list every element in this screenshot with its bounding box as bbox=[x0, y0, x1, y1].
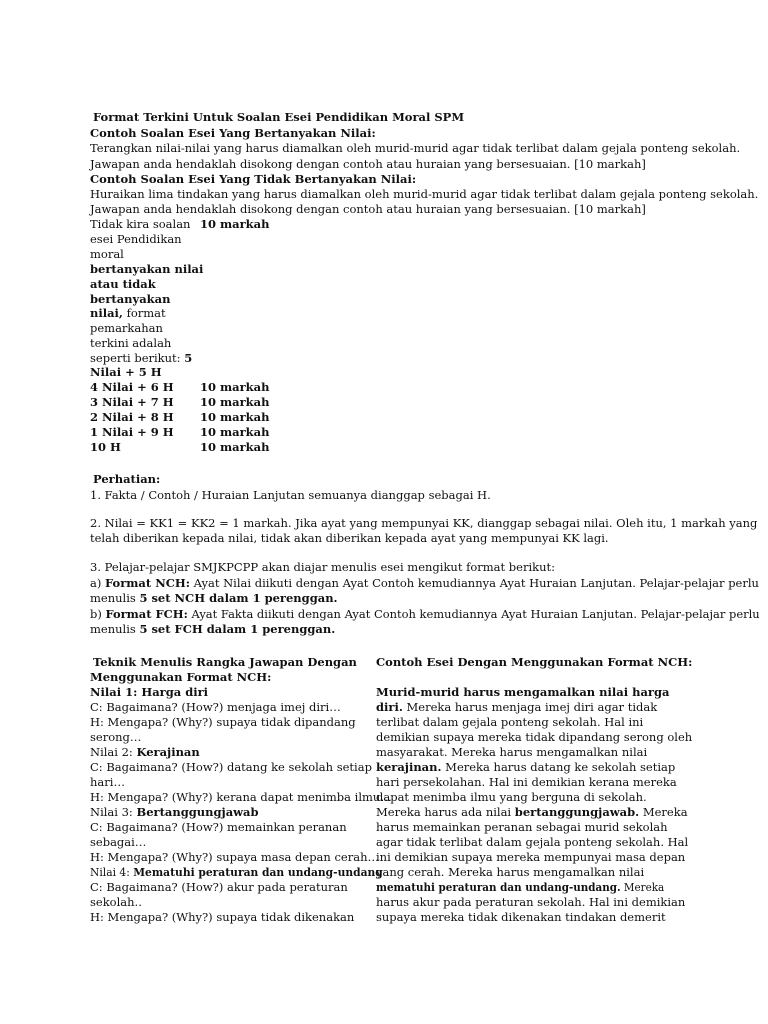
table-row-label: 1 Nilai + 9 H bbox=[90, 425, 174, 439]
table-row-label: 2 Nilai + 8 H bbox=[90, 410, 174, 424]
b2-prefix: menulis bbox=[90, 622, 140, 636]
nilai-3-huraian: H: Mengapa? (Why?) supaya masa depan cerah… bbox=[90, 850, 379, 864]
essay-text: Mereka bbox=[620, 880, 665, 894]
nilai-4-contoh-cont: sekolah.. bbox=[90, 895, 142, 909]
nilai-2-heading bbox=[90, 745, 200, 760]
essay-line bbox=[376, 700, 657, 715]
nilai-3-contoh-cont: sebagai… bbox=[90, 835, 147, 849]
table-first-mark: 10 markah bbox=[200, 217, 270, 231]
essay-line: yang cerah. Mereka harus mengamalkan nilai bbox=[376, 865, 645, 879]
nilai-4-value: Mematuhi peraturan dan undang-undang bbox=[133, 865, 383, 879]
left-col-title2: Menggunakan Format NCH: bbox=[90, 670, 272, 684]
table-row-mark: 10 markah bbox=[200, 440, 270, 454]
nilai-2-value: Kerajinan bbox=[136, 745, 200, 759]
format-fch-line bbox=[90, 607, 760, 622]
nilai-4-wrap bbox=[90, 865, 383, 880]
perhatian-point-1: 1. Fakta / Contoh / Huraian Lanjutan semuanya dianggap sebagai H. bbox=[90, 488, 491, 502]
table-left-line: moral bbox=[90, 247, 124, 261]
essay-text: Mereka harus datang ke sekolah setiap bbox=[441, 760, 676, 774]
example2-line2: Jawapan anda hendaklah disokong dengan contoh atau huraian yang bersesuaian. [10 markah] bbox=[90, 202, 646, 216]
example2-line1: Huraikan lima tindakan yang harus diamalkan oleh murid-murid agar tidak terlibat dalam gejala ponteng sekolah. bbox=[90, 187, 759, 201]
perhatian-point-2-line2: telah diberikan kepada nilai, tidak akan diberikan kepada ayat yang mempunyai KK lagi. bbox=[90, 531, 609, 545]
left-col-title: Teknik Menulis Rangka Jawapan Dengan bbox=[93, 655, 357, 669]
essay-bold: diri. bbox=[376, 700, 403, 714]
nilai-2-contoh: C: Bagaimana? (How?) datang ke sekolah setiap bbox=[90, 760, 372, 774]
table-rest-line: terkini adalah bbox=[90, 336, 172, 350]
essay-bold: bertanggungjawab. bbox=[514, 805, 640, 819]
essay-line: harus akur pada peraturan sekolah. Hal ini demikian bbox=[376, 895, 686, 909]
perhatian-point-2-line1: 2. Nilai = KK1 = KK2 = 1 markah. Jika ayat yang mempunyai KK, dianggap sebagai nilai. Oleh itu, 1 markah yang bbox=[90, 516, 758, 530]
five-value: 5 bbox=[184, 351, 193, 365]
nilai-2-huraian: H: Mengapa? (Why?) kerana dapat menimba ilmu… bbox=[90, 790, 392, 804]
nilai-1-contoh: C: Bagaimana? (How?) menjaga imej diri… bbox=[90, 700, 341, 714]
essay-text: Mereka harus menjaga imej diri agar tidak bbox=[402, 700, 658, 714]
essay-bold: mematuhi peraturan dan undang-undang. bbox=[376, 880, 621, 894]
table-row-label: 10 H bbox=[90, 440, 121, 454]
essay-line bbox=[376, 805, 688, 820]
table-row-mark: 10 markah bbox=[200, 425, 270, 439]
essay-line: Murid-murid harus mengamalkan nilai harga bbox=[376, 685, 670, 699]
example1-line2: Jawapan anda hendaklah disokong dengan contoh atau huraian yang bersesuaian. [10 markah] bbox=[90, 157, 646, 171]
table-bold-line: atau tidak bbox=[90, 277, 156, 291]
nilai-1-huraian: H: Mengapa? (Why?) supaya tidak dipandang bbox=[90, 715, 356, 729]
fch-set-rule: 5 set FCH dalam 1 perenggan. bbox=[139, 622, 336, 636]
essay-line: demikian supaya mereka tidak dipandang serong oleh bbox=[376, 730, 693, 744]
essay-text: Mereka harus ada nilai bbox=[376, 805, 515, 819]
format-fch-label: Format FCH: bbox=[105, 607, 188, 621]
document-title: Format Terkini Untuk Soalan Esei Pendidikan Moral SPM bbox=[93, 110, 465, 124]
nilai-4-contoh: C: Bagaimana? (How?) akur pada peraturan bbox=[90, 880, 348, 894]
format-fch-text: Ayat Fakta diikuti dengan Ayat Contoh kemudiannya Ayat Huraian Lanjutan. Pelajar-pelajar perlu bbox=[187, 607, 760, 621]
a-prefix: a) bbox=[90, 576, 105, 590]
table-row-mark: 10 markah bbox=[200, 380, 270, 394]
table-bold-line: bertanyakan bbox=[90, 292, 171, 306]
nilai-3-prefix: Nilai 3: bbox=[90, 805, 137, 819]
essay-line: ini demikian supaya mereka mempunyai masa depan bbox=[376, 850, 686, 864]
format-nch-label: Format NCH: bbox=[105, 576, 190, 590]
essay-line: dapat menimba ilmu yang berguna di sekolah. bbox=[376, 790, 647, 804]
format-nch-line2 bbox=[90, 591, 338, 606]
nilai-3-contoh: C: Bagaimana? (How?) memainkan peranan bbox=[90, 820, 347, 834]
example1-title: Contoh Soalan Esei Yang Bertanyakan Nilai: bbox=[90, 126, 376, 140]
table-rest-line: pemarkahan bbox=[90, 321, 163, 335]
essay-line-wrap bbox=[376, 880, 664, 895]
right-col-title: Contoh Esei Dengan Menggunakan Format NCH: bbox=[376, 655, 693, 669]
table-left-line: esei Pendidikan bbox=[90, 232, 182, 246]
example1-line1: Terangkan nilai-nilai yang harus diamalkan oleh murid-murid agar tidak terlibat dalam gejala ponteng sekolah. bbox=[90, 141, 741, 155]
essay-bold: kerajinan. bbox=[376, 760, 442, 774]
nilai-3-value: Bertanggungjawab bbox=[136, 805, 259, 819]
table-row-mark: 10 markah bbox=[200, 410, 270, 424]
table-row-label: 4 Nilai + 6 H bbox=[90, 380, 174, 394]
nch-set-rule: 5 set NCH dalam 1 perenggan. bbox=[139, 591, 338, 605]
essay-line: supaya mereka tidak dikenakan tindakan demerit bbox=[376, 910, 666, 924]
nilai-1-heading: Nilai 1: Harga diri bbox=[90, 685, 209, 699]
table-row-label: 3 Nilai + 7 H bbox=[90, 395, 174, 409]
table-nilai-format-line bbox=[90, 306, 166, 321]
essay-line: masyarakat. Mereka harus mengamalkan nilai bbox=[376, 745, 648, 759]
nilai-2-contoh-cont: hari… bbox=[90, 775, 125, 789]
table-row-label: Nilai + 5 H bbox=[90, 365, 162, 379]
perhatian-title: Perhatian: bbox=[93, 472, 161, 486]
nilai-4-huraian: H: Mengapa? (Why?) supaya tidak dikenakan bbox=[90, 910, 355, 924]
nilai-1-huraian-cont: serong… bbox=[90, 730, 142, 744]
format-fch-line2 bbox=[90, 622, 335, 637]
table-row-mark: 10 markah bbox=[200, 395, 270, 409]
example2-title: Contoh Soalan Esei Yang Tidak Bertanyakan Nilai: bbox=[90, 172, 417, 186]
nilai-3-heading bbox=[90, 805, 259, 820]
essay-text: Mereka bbox=[639, 805, 688, 819]
seperti-text: seperti berikut: bbox=[90, 351, 185, 365]
nilai-2-prefix: Nilai 2: bbox=[90, 745, 137, 759]
nilai-4-heading bbox=[90, 865, 405, 880]
nilai-bold: nilai, bbox=[90, 306, 123, 320]
format-nch-line bbox=[90, 576, 759, 591]
perhatian-point-3-line1: 3. Pelajar-pelajar SMJKPCPP akan diajar menulis esei mengikut format berikut: bbox=[90, 560, 556, 574]
table-bold-line: bertanyakan nilai bbox=[90, 262, 204, 276]
essay-line: agar tidak terlibat dalam gejala ponteng sekolah. Hal bbox=[376, 835, 689, 849]
essay-line: harus memainkan peranan sebagai murid sekolah bbox=[376, 820, 668, 834]
nilai-4-prefix: Nilai 4: bbox=[90, 865, 134, 879]
table-seperti-line bbox=[90, 351, 192, 366]
format-nch-text: Ayat Nilai diikuti dengan Ayat Contoh kemudiannya Ayat Huraian Lanjutan. Pelajar-pelajar perlu bbox=[189, 576, 759, 590]
essay-line bbox=[376, 760, 675, 775]
essay-line: terlibat dalam gejala ponteng sekolah. Hal ini bbox=[376, 715, 644, 729]
essay-line bbox=[376, 880, 696, 895]
b-prefix: b) bbox=[90, 607, 106, 621]
a2-prefix: menulis bbox=[90, 591, 140, 605]
table-left-line: Tidak kira soalan bbox=[90, 217, 191, 231]
essay-line: hari persekolahan. Hal ini demikian kerana mereka bbox=[376, 775, 677, 789]
format-word: format bbox=[122, 306, 166, 320]
